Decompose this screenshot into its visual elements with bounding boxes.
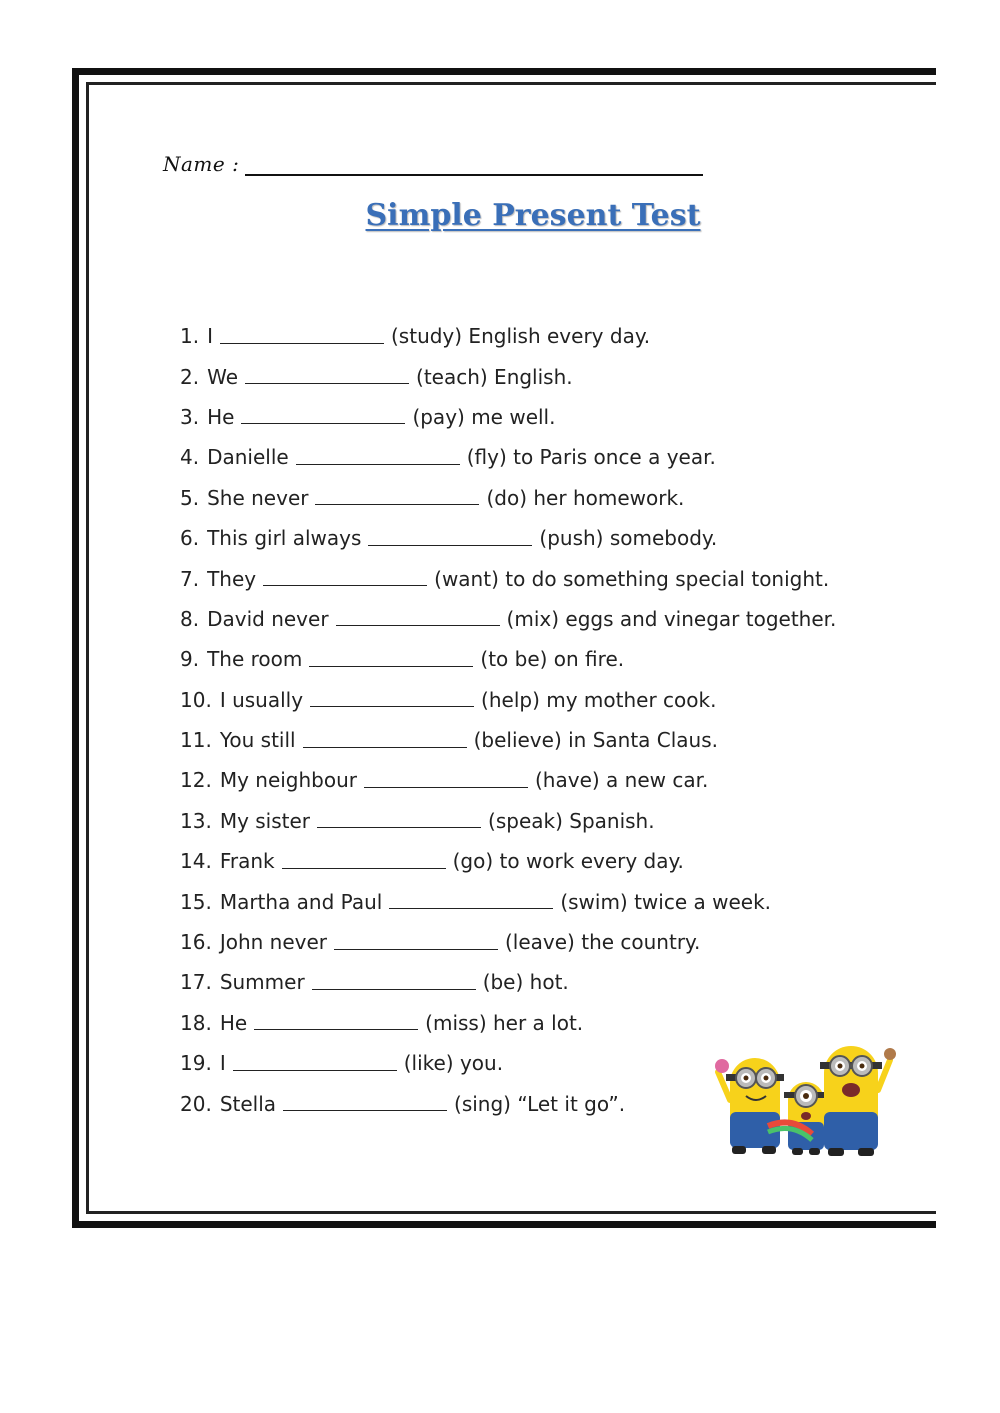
exercise-number: 15.	[180, 889, 212, 914]
exercise-item	[180, 397, 836, 437]
answer-blank[interactable]	[233, 1052, 397, 1071]
answer-blank[interactable]	[368, 527, 532, 546]
exercise-item	[180, 518, 836, 558]
answer-blank[interactable]	[303, 729, 467, 748]
exercise-number: 10.	[180, 687, 212, 712]
exercise-subject: Summer	[219, 970, 305, 995]
exercise-prompt: (sing) “Let it go”.	[454, 1091, 626, 1116]
exercise-prompt: (want) to do something special tonight.	[434, 566, 830, 591]
answer-blank[interactable]	[364, 769, 528, 788]
exercise-subject: He	[219, 1010, 248, 1035]
exercise-subject: This girl always	[207, 526, 362, 551]
exercise-item	[180, 599, 836, 639]
exercise-item	[180, 356, 836, 396]
answer-blank[interactable]	[263, 567, 427, 586]
exercise-item	[180, 478, 836, 518]
exercise-prompt: (like) you.	[403, 1051, 504, 1076]
exercise-number: 3.	[180, 404, 200, 429]
answer-blank[interactable]	[283, 1092, 447, 1111]
exercise-number: 17.	[180, 970, 212, 995]
exercise-number: 14.	[180, 849, 212, 874]
exercise-prompt: (fly) to Paris once a year.	[466, 445, 716, 470]
exercise-item	[180, 841, 836, 881]
exercise-number: 9.	[180, 647, 200, 672]
exercise-number: 12.	[180, 768, 212, 793]
exercise-number: 11.	[180, 728, 212, 753]
minion-right	[820, 1046, 896, 1156]
exercise-number: 20.	[180, 1091, 212, 1116]
exercise-subject: Danielle	[207, 445, 289, 470]
exercise-item	[180, 962, 836, 1002]
exercise-subject: I	[207, 324, 213, 349]
exercise-item	[180, 316, 836, 356]
exercise-item	[180, 760, 836, 800]
worksheet-title: Simple Present Test	[365, 198, 701, 233]
exercise-subject: The room	[207, 647, 303, 672]
exercise-prompt: (swim) twice a week.	[560, 889, 772, 914]
exercise-number: 18.	[180, 1010, 212, 1035]
name-field[interactable]	[245, 150, 703, 176]
exercise-subject: We	[207, 364, 239, 389]
exercise-prompt: (push) somebody.	[539, 526, 718, 551]
answer-blank[interactable]	[245, 365, 409, 384]
exercise-item	[180, 437, 836, 477]
exercise-prompt: (speak) Spanish.	[488, 808, 655, 833]
answer-blank[interactable]	[220, 325, 384, 344]
exercise-subject: I usually	[219, 687, 304, 712]
exercise-number: 4.	[180, 445, 200, 470]
exercise-subject: My neighbour	[219, 768, 357, 793]
minion-left	[715, 1058, 784, 1154]
name-row	[163, 140, 703, 176]
minions-illustration	[712, 1030, 904, 1170]
answer-blank[interactable]	[317, 809, 481, 828]
exercise-number: 2.	[180, 364, 200, 389]
answer-blank[interactable]	[309, 648, 473, 667]
exercise-prompt: (miss) her a lot.	[425, 1010, 584, 1035]
exercise-prompt: (be) hot.	[482, 970, 569, 995]
exercise-prompt: (have) a new car.	[535, 768, 709, 793]
exercise-subject: I	[219, 1051, 226, 1076]
exercise-prompt: (teach) English.	[416, 364, 573, 389]
exercise-prompt: (leave) the country.	[505, 930, 701, 955]
exercise-prompt: (believe) in Santa Claus.	[473, 728, 719, 753]
name-label: Name :	[163, 152, 240, 176]
exercise-subject: She never	[207, 485, 309, 510]
exercise-number: 1.	[180, 324, 200, 349]
answer-blank[interactable]	[254, 1011, 418, 1030]
exercise-subject: He	[207, 404, 235, 429]
answer-blank[interactable]	[241, 405, 405, 424]
exercise-number: 19.	[180, 1051, 212, 1076]
exercise-item	[180, 558, 836, 598]
exercise-subject: You still	[219, 728, 296, 753]
exercise-subject: Stella	[219, 1091, 277, 1116]
exercise-list	[180, 316, 836, 1124]
answer-blank[interactable]	[296, 446, 460, 465]
exercise-number: 7.	[180, 566, 200, 591]
exercise-prompt: (do) her homework.	[486, 485, 685, 510]
answer-blank[interactable]	[336, 607, 500, 626]
exercise-prompt: (pay) me well.	[412, 404, 556, 429]
answer-blank[interactable]	[312, 971, 476, 990]
exercise-subject: My sister	[219, 808, 311, 833]
exercise-prompt: (to be) on fire.	[480, 647, 625, 672]
answer-blank[interactable]	[282, 850, 446, 869]
exercise-prompt: (mix) eggs and vinegar together.	[506, 606, 837, 631]
answer-blank[interactable]	[315, 486, 479, 505]
exercise-number: 8.	[180, 606, 200, 631]
exercise-subject: Frank	[219, 849, 275, 874]
exercise-subject: Martha and Paul	[219, 889, 383, 914]
exercise-prompt: (help) my mother cook.	[481, 687, 717, 712]
exercise-number: 6.	[180, 526, 200, 551]
exercise-item	[180, 720, 836, 760]
exercise-prompt: (study) English every day.	[391, 324, 651, 349]
exercise-subject: They	[207, 566, 257, 591]
exercise-prompt: (go) to work every day.	[452, 849, 684, 874]
exercise-item	[180, 639, 836, 679]
exercise-subject: David never	[207, 606, 329, 631]
exercise-item	[180, 680, 836, 720]
answer-blank[interactable]	[389, 890, 553, 909]
answer-blank[interactable]	[310, 688, 474, 707]
answer-blank[interactable]	[334, 931, 498, 950]
exercise-number: 16.	[180, 930, 212, 955]
exercise-subject: John never	[219, 930, 327, 955]
exercise-item	[180, 881, 836, 921]
exercise-item	[180, 801, 836, 841]
exercise-item	[180, 922, 836, 962]
exercise-number: 5.	[180, 485, 200, 510]
exercise-number: 13.	[180, 808, 212, 833]
